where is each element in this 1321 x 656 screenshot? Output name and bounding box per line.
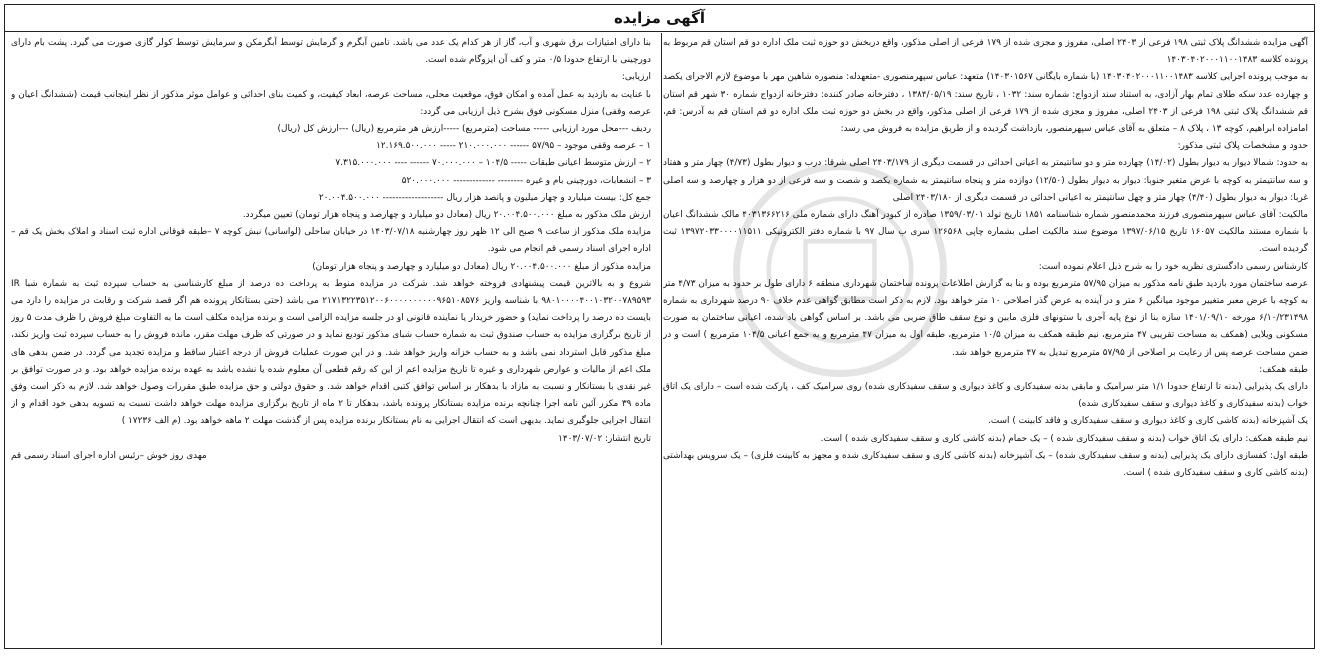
right-column xyxy=(663,35,1308,641)
paragraph-utilities: بنا دارای امتیازات برق شهری و آب، گاز از هر کدام یک عدد می باشد. تامین آبگرم و گرمایش توسط آبگرمکن و سرمایش توسط کولر گازی صورت می گیرد. پشت بام دارای دورچینی با ارتفاع حدودا ۰/۵ متر و کف آن ایزوگام شده است. xyxy=(11,38,651,66)
valuation-header-row: ردیف ---محل مورد ارزیابی ----- مساحت (مترمربع) -----ارزش هر مترمربع (ریال) ---ارزش کل (ریال) xyxy=(277,124,651,135)
paragraph-value: ارزش ملک مذکور به مبلغ ۲۰.۰۰۴.۵۰۰.۰۰۰ ریال (معادل دو میلیارد و چهارصد و پنجاه هزار تومان) تعیین میگردد. xyxy=(242,210,651,221)
signature: مهدی روز خوش –رئیس اداره اجرای اسناد رسمی قم xyxy=(11,450,207,461)
heading-valuation: ارزیابی: xyxy=(621,72,651,83)
paragraph-auction-time: مزایده ملک مذکور از ساعت ۹ صبح الی ۱۲ ظهر روز چهارشنبه ۱۴۰۳/۰۷/۱۸ در خیابان ساحلی (لواسانی) نبش کوچه ۷ –طبقه فوقانی اداره ثبت اسناد و املاک بخش یک قم –اداره اجرای اسناد رسمی قم انجام می شود. xyxy=(11,227,651,255)
valuation-row-2: ۲ – ارزش متوسط اعیانی طبقات ----- ۱۰۴/۵ – ۷۰.۰۰۰.۰۰۰ ------ ---- ۷.۳۱۵.۰۰۰.۰۰۰ xyxy=(335,158,651,169)
paragraph-ownership: مالکیت: آقای عباس سپهرمنصوری فرزند محمدمنصور شماره شناسنامه ۱۸۵۱ تاریخ تولد ۱۳۵۹/۰۳/۰۱ صادره از کبودر آهنگ دارای شماره ملی ۴۰۳۱۳۶۶۲۱۶ مالک ششدانگ اعیان با شماره مستند مالکیت ۱۶۰۵۷ تاریخ ۱۳۹۷/۰۶/۱۵ موضوع سند مالکیت اصلی بشماره چاپی ۱۲۶۵۶۸ سری ب سال ۹۷ با شماره دفتر الکترونیکی ۱۳۹۷۲۰۳۳۰۰۰۰۱۱۵۱۱ ثبت گردیده است. xyxy=(663,210,1308,255)
paragraph-valuation: با عنایت به بازدید به عمل آمده و امکان فوق، موقعیت محلی، مساحت عرصه، ابعاد کیفیت، و کمیت بنای احداثی و عوامل موثر مذکور از نظر اینجانب قیمت (ششدانگ اعیان و عرصه وقفی) منزل مسکونی فوق بشرح ذیل ارزیابی می گردد: xyxy=(11,89,651,117)
publish-date: تاریخ انتشار: ۱۴۰۳/۰۷/۰۲ xyxy=(558,433,651,444)
valuation-row-3: ۳ – انشعابات، دورچینی بام و غیره -------- ------------- ۵۲۰.۰۰۰.۰۰۰ xyxy=(401,175,651,186)
paragraph-expert: کارشناس رسمی دادگستری نظریه خود را به شرح ذیل اعلام نموده است: xyxy=(1038,261,1308,272)
left-column xyxy=(11,35,651,641)
paragraph-terms: شروع و به بالاترین قیمت پیشنهادی فروخته خواهد شد. شرکت در مزایده منوط به پرداخت ده درصد از مبلغ کارشناسی به حساب سپرده ثبت به شماره شبا IR ۹۸۰۱۰۰۰۰۴۰۰۱۰۳۲۰۰۷۸۹۵۹۳ با شناسه واریز ۲۱۷۱۳۲۲۳۵۱۲۰۰۶۰۰۰۰۰۰۰۰۰۰۹۶۵۱۰۸۵۷۶ می باشد (حتی بستانکار پرونده هم اگر قصد شرکت و رقابت در مزایده را دارد می بایست ده درصد را پرداخت نماید) و حضور خریدار یا نماینده قانونی او در جلسه مزایده الزامی است و برنده مزایده مکلف است ما به التفاوت مبلغ فروش را ظرف مدت ۵ روز از تاریخ برگزاری مزایده به حساب صندوق ثبت به شماره حساب شبای مذکور تودیع نماید و در صورتی که ظرف مهلت مقرر، مانده فروش را به حساب سپرده ثبت واریز نکند، مبلغ مذکور قابل استرداد نمی باشد و به حساب خزانه واریز خواهد شد. و در این صورت عملیات فروش از درجه اعتبار ساقط و مزایده تجدید می گردد. در ضمن بدهی های ملک اعم از مالیات و عوارض شهرداری و غیره تا تاریخ مزایده اعم از این که رقم قطعی آن معلوم شده یا نشده باشد به عهده برنده مزایده خواهد بود. و در صورت توافق بر غیر نقدی با بستانکار و نسبت به مازاد با بدهکار بر اساس توافق کتبی اقدام خواهد شد. و حقوق دولتی و حق مزایده طبق مقررات وصول خواهد شد. لازم به ذکر است وفق ماده ۳۹ مکرر آئین نامه اجرا چنانچه برنده مزایده بستانکار پرونده باشد، بدهکار تا ۲ ماه از تاریخ برگزاری مزایده مهلت خواهد داشت نسبت به تسویه بدهی خود اقدام و از انتقال اجرایی جلوگیری نماید. بدیهی است که انتقال اجرایی به نام بستانکار برنده مزایده پس از گذشت مهلت ۲ ماهه خواهد بود. (م الف ۱۷۲۳۶ ) xyxy=(11,278,651,427)
paragraph-boundaries: به حدود: شمالا دیوار به دیوار بطول (۱۴/۰۲) چهارده متر و دو سانتیمتر به اعیانی احداثی در قسمت دیگری از ۲۴۰۳/۱۷۹ اصلی شرقا: درب و دیوار بطول (۴/۷۳) چهار متر و هفتاد و سه سانتیمتر به کوچه با عرض متغیر جنوبا: دیوار به دیوار بطول (۱۲/۵۰) دوازده متر و پنجاه سانتیمتر به شماره یکصد و شصت و سه فرعی از دو هزار و چهارصد و سه اصلی غربا: دیوار به دیوار بطول (۴/۴۰) چهار متر و چهل سانتیمتر به اعیانی احداثی در قسمت دیگری از ۲۴۰۳/۱۸۰ اصلی xyxy=(663,158,1308,203)
notice-title: آگهی مزایده xyxy=(5,5,1314,32)
valuation-row-1: ۱ – عرصه وقفی موجود – ۵۷/۹۵ ------ ۲۱۰.۰۰۰.۰۰۰ ----- ۱۲.۱۶۹.۵۰۰.۰۰۰ xyxy=(376,141,651,152)
paragraph-building: عرصه ساختمان مورد بازدید طبق نامه مذکور به میزان ۵۷/۹۵ مترمربع بوده و بنا به گزارش اطلاعات پرونده ساختمان شهرداری منطقه ۶ دارای طول بر حدود به میزان ۴/۷۳ متر به کوچه با عرض معبر متغییر موجود میانگین ۶ متر و در آینده به عرض گذر اصلاحی ۱۰ متر خواهد بود. لازم به ذکر است مطابق گواهی عدم خلاف ۹۰ درصد شهرداری به شماره ۶/۱۰/۲۳۱۴۹۸ مورخه ۱۴۰۱/۰۹/۱۰ سازه بنا از نوع پایه آجری با ستونهای فلزی مابین و نوع سقف طاق ضربی می باشد. بر اساس گواهی یاد شده، اعیانی ساختمان به صورت مسکونی ویلایی (همکف به مساحت تقریبی ۴۷ مترمربع، نیم طبقه همکف به میزان ۱۰/۵ مترمربع، طبقه اول به میزان ۴۷ مترمربع و به جمع اعیانی ۱۰۴/۵ مترمربع ) است و در ضمن مساحت عرصه پس از رعایت بر اصلاحی از ۵۷/۹۵ مترمربع تبدیل به ۴۷ مترمربع خواهد شد. xyxy=(663,278,1308,358)
paragraph-kitchen: یک آشپزخانه (بدنه کاشی کاری و کاغذ دیواری و سقف سفیدکاری و فاقد کابینت ) است. xyxy=(988,416,1308,427)
valuation-total: جمع کل: بیست میلیارد و چهار میلیون و پانصد هزار ریال ------------------- ۲۰.۰۰۴.۵۰۰.۰۰۰ xyxy=(318,192,651,203)
notice-frame xyxy=(4,4,1315,649)
paragraph-half-floor: نیم طبقه همکف: دارای یک اتاق خواب (بدنه و سقف سفیدکاری شده ) – یک حمام (بدنه کاشی کاری و سقف سفیدکاری شده ) است. xyxy=(820,433,1308,444)
paragraph-ground-floor: دارای یک پذیرایی (بدنه تا ارتفاع حدودا ۱/۱ متر سرامیک و مابقی بدنه سفیدکاری و کاغذ دیواری و سقف سفیدکاری شده) روی سرامیک کف ، پارکت شده است – دارای یک اتاق خواب (بدنه سفیدکاری و کاغذ دیواری و سقف سفیدکاری شده) xyxy=(663,382,1308,410)
heading-ground-floor: طبقه همکف: xyxy=(1259,364,1308,375)
paragraph-first-floor: طبقه اول: کفسازی دارای یک پذیرایی (بدنه و سقف سفیدکاری شده) – یک آشپزخانه (بدنه کاشی کاری و سقف سفیدکاری شده و مجهز به کابینت فلزی) – یک سرویس بهداشتی (بدنه کاشی کاری و سقف سفیدکاری شده ) است. xyxy=(663,450,1308,479)
paragraph-intro: آگهی مزایده ششدانگ پلاک ثبتی ۱۹۸ فرعی از ۲۴۰۳ اصلی، مفروز و مجزی شده از ۱۷۹ فرعی از اصلی مذکور، واقع دربخش دو حوزه ثبت ملک اداره دو قم استان قم مربوط به پرونده کلاسه ۱۴۰۳۰۴۰۲۰۰۰۱۱۰۰۱۴۸۳ xyxy=(663,38,1308,66)
paragraph-case: به موجب پرونده اجرایی کلاسه ۱۴۰۳۰۴۰۲۰۰۰۱۱۰۰۱۴۸۳ (با شماره بایگانی ۱۴۰۳۰۱۵۶۷) متعهد: عباس سپهرمنصوری -متعهدله: منصوره شاهین مهر با موضوع لازم الاجرای یکصد و چهارده عدد سکه طلای تمام بهار آزادی، به استناد سند ازدواج: شماره سند: ۱۰۳۲ ، تاریخ سند: ۱۳۸۴/۰۵/۱۹ ، دفترخانه صادر کننده: دفترخانه ازدواج شماره ۳۰ شهر قم استان قم ششدانگ پلاک ثبتی ۱۹۸ فرعی از ۲۴۰۳ اصلی، مفروز و مجزی شده از ۱۷۹ فرعی از اصلی مذکور، واقع در بخش دو حوزه ثبت ملک اداره دو قم استان قم به آدرس: قم، امامزاده ابراهیم، کوچه ۱۳ ، پلاک ۸ – متعلق به آقای عباس سپهرمنصور، بازداشت گردیده و از طریق مزایده به فروش می رسد: xyxy=(663,72,1308,135)
column-divider xyxy=(661,33,662,645)
paragraph-auction-price: مزایده مذکور از مبلغ ۲۰.۰۰۴.۵۰۰.۰۰۰ ریال (معادل دو میلیارد و چهارصد و پنجاه هزار تومان) xyxy=(312,261,651,272)
heading-boundaries: حدود و مشخصات پلاک ثبتی مذکور: xyxy=(1177,141,1308,152)
